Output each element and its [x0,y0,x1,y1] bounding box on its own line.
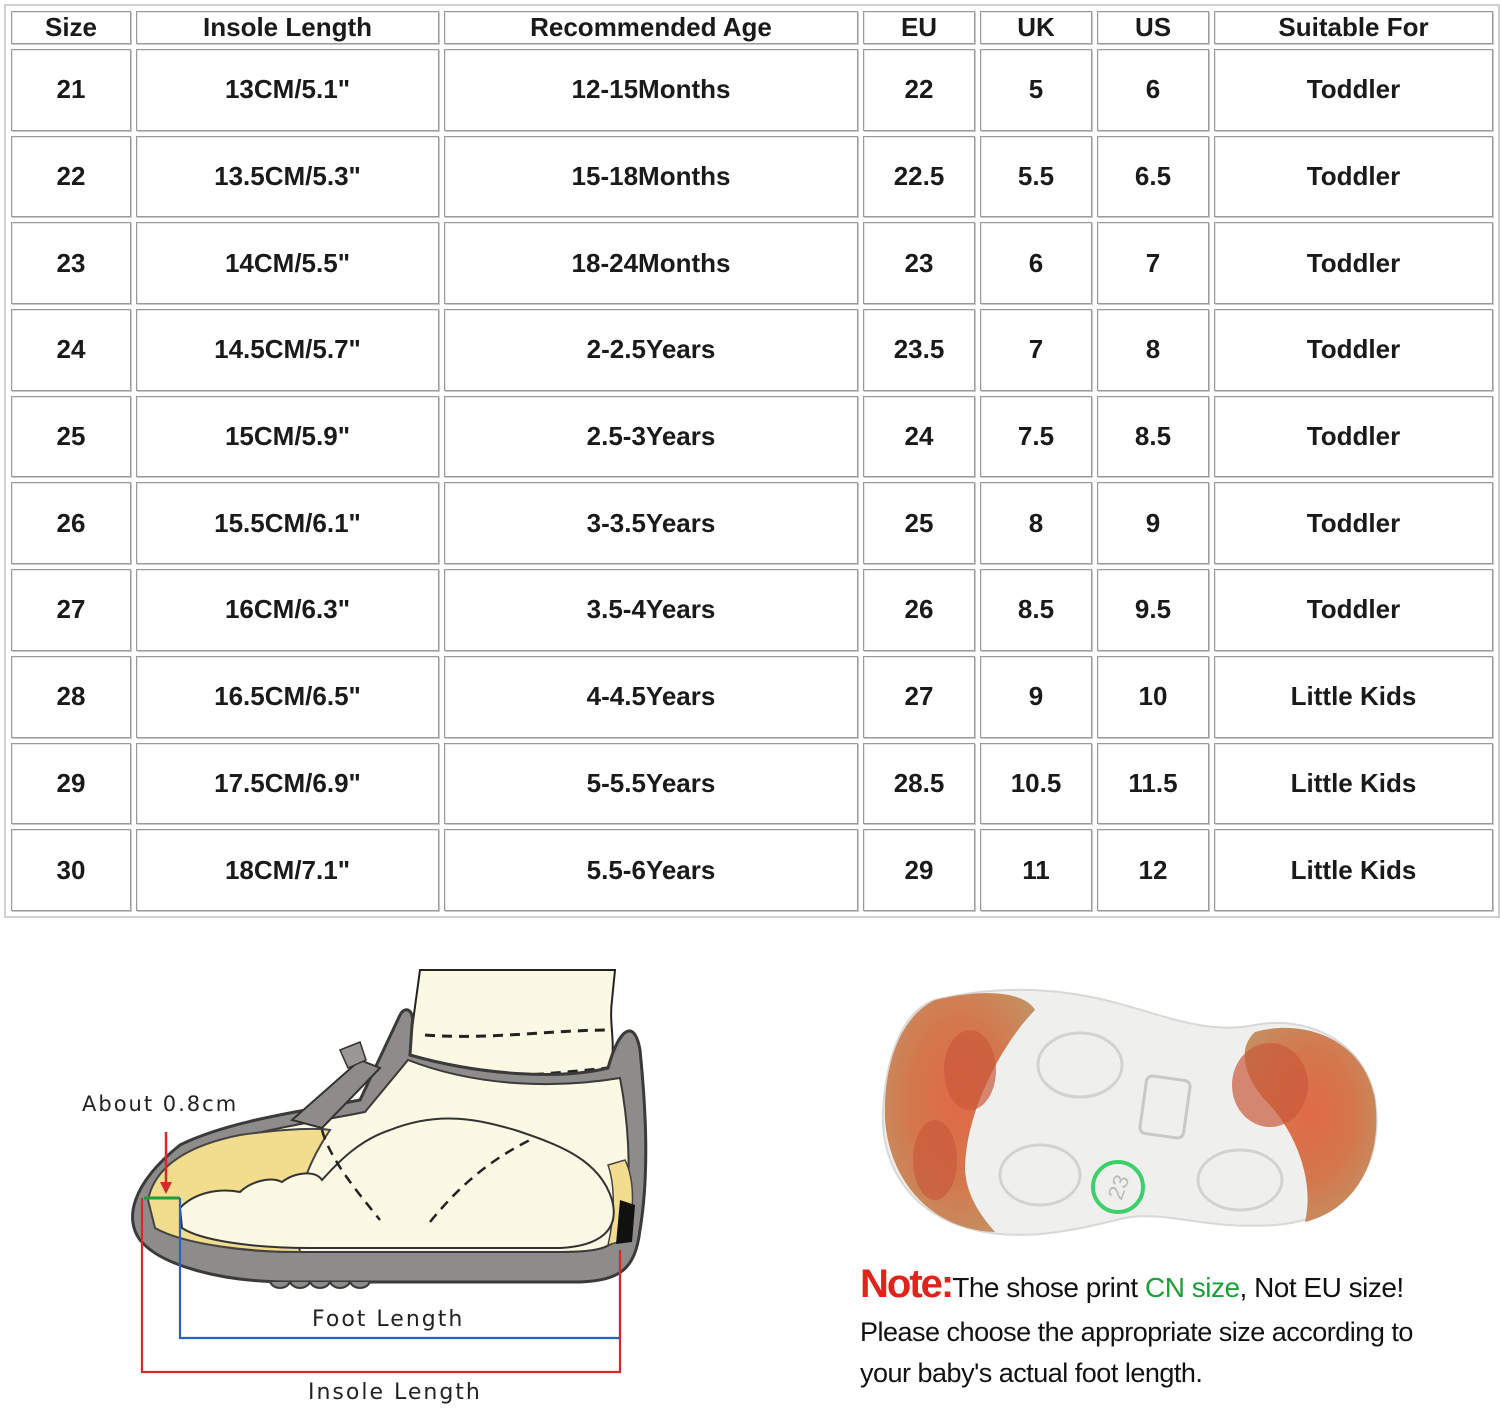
cell-eu: 22.5 [863,136,975,218]
cell-size: 27 [11,569,131,651]
cell-eu: 28.5 [863,743,975,825]
cell-size: 28 [11,656,131,738]
cell-suitable-for: Little Kids [1214,829,1493,911]
cell-insole-length: 17.5CM/6.9" [136,743,439,825]
note-line-2: Please choose the appropriate size according to [860,1317,1413,1347]
heel-tread [1232,1043,1308,1127]
cell-eu: 23 [863,222,975,304]
cell-suitable-for: Little Kids [1214,656,1493,738]
cell-recommended-age: 3.5-4Years [444,569,858,651]
cell-us: 8 [1097,309,1209,391]
cell-recommended-age: 2.5-3Years [444,396,858,478]
cell-insole-length: 16.5CM/6.5" [136,656,439,738]
cell-us: 10 [1097,656,1209,738]
cell-insole-length: 14.5CM/5.7" [136,309,439,391]
insole-length-label: Insole Length [308,1380,482,1405]
cell-uk: 5 [980,49,1092,131]
table-row [11,136,1493,218]
cell-insole-length: 13.5CM/5.3" [136,136,439,218]
cell-suitable-for: Toddler [1214,569,1493,651]
size-note [860,1262,1490,1389]
cell-insole-length: 14CM/5.5" [136,222,439,304]
cell-uk: 7 [980,309,1092,391]
size-mark-text: 23 [1102,1171,1135,1203]
cell-uk: 8.5 [980,569,1092,651]
header-size: Size [11,11,131,44]
sole-tread [270,1282,370,1288]
cell-size: 24 [11,309,131,391]
header-suitable-for: Suitable For [1214,11,1493,44]
cell-eu: 24 [863,396,975,478]
cell-insole-length: 18CM/7.1" [136,829,439,911]
cell-suitable-for: Toddler [1214,49,1493,131]
cell-us: 12 [1097,829,1209,911]
cell-uk: 11 [980,829,1092,911]
cell-us: 6.5 [1097,136,1209,218]
cell-suitable-for: Little Kids [1214,743,1493,825]
cell-us: 8.5 [1097,396,1209,478]
size-chart-table [4,4,1500,918]
cell-uk: 5.5 [980,136,1092,218]
header-us: US [1097,11,1209,44]
cell-suitable-for: Toddler [1214,222,1493,304]
cell-eu: 25 [863,482,975,564]
cell-us: 6 [1097,49,1209,131]
cell-recommended-age: 3-3.5Years [444,482,858,564]
cell-eu: 23.5 [863,309,975,391]
note-cn-size: CN size [1145,1272,1240,1303]
table-row [11,222,1493,304]
table-row [11,743,1493,825]
header-eu: EU [863,11,975,44]
sole-drawing [875,980,1385,1245]
cell-insole-length: 13CM/5.1" [136,49,439,131]
table-row [11,656,1493,738]
cell-insole-length: 16CM/6.3" [136,569,439,651]
cell-recommended-age: 15-18Months [444,136,858,218]
cell-uk: 6 [980,222,1092,304]
note-line-1 [860,1262,1490,1307]
cell-recommended-age: 12-15Months [444,49,858,131]
header-recommended-age: Recommended Age [444,11,858,44]
cell-uk: 8 [980,482,1092,564]
cell-suitable-for: Toddler [1214,396,1493,478]
cell-us: 7 [1097,222,1209,304]
foot-measurement-diagram [60,960,700,1410]
cell-size: 23 [11,222,131,304]
toe-tread [913,1120,957,1200]
table-row [11,829,1493,911]
note-text-b: , Not EU size! [1239,1272,1404,1303]
header-uk: UK [980,11,1092,44]
cell-insole-length: 15.5CM/6.1" [136,482,439,564]
cell-suitable-for: Toddler [1214,482,1493,564]
note-text-a: The shose print [952,1272,1145,1303]
note-title: Note: [860,1262,953,1306]
cell-size: 21 [11,49,131,131]
cell-recommended-age: 2-2.5Years [444,309,858,391]
cell-eu: 26 [863,569,975,651]
shoe-sole-illustration [875,980,1385,1245]
cell-eu: 29 [863,829,975,911]
table-header-row [11,11,1493,44]
cell-eu: 22 [863,49,975,131]
table-row [11,49,1493,131]
cell-recommended-age: 4-4.5Years [444,656,858,738]
cell-us: 11.5 [1097,743,1209,825]
gap-label: About 0.8cm [82,1092,239,1116]
note-line-3: your baby's actual foot length. [860,1358,1203,1388]
cell-us: 9 [1097,482,1209,564]
cell-uk: 9 [980,656,1092,738]
cell-uk: 10.5 [980,743,1092,825]
cell-insole-length: 15CM/5.9" [136,396,439,478]
cell-eu: 27 [863,656,975,738]
table-row [11,569,1493,651]
cell-recommended-age: 18-24Months [444,222,858,304]
foot-length-label: Foot Length [312,1307,465,1332]
table-row [11,309,1493,391]
cell-size: 26 [11,482,131,564]
cell-size: 25 [11,396,131,478]
cell-recommended-age: 5-5.5Years [444,743,858,825]
cell-uk: 7.5 [980,396,1092,478]
cell-size: 22 [11,136,131,218]
header-insole-length: Insole Length [136,11,439,44]
cell-size: 29 [11,743,131,825]
cell-suitable-for: Toddler [1214,309,1493,391]
cell-size: 30 [11,829,131,911]
cell-suitable-for: Toddler [1214,136,1493,218]
table-row [11,482,1493,564]
table-row [11,396,1493,478]
cell-recommended-age: 5.5-6Years [444,829,858,911]
shoe-illustration [60,960,700,1410]
cell-us: 9.5 [1097,569,1209,651]
toe-tread [944,1030,996,1110]
